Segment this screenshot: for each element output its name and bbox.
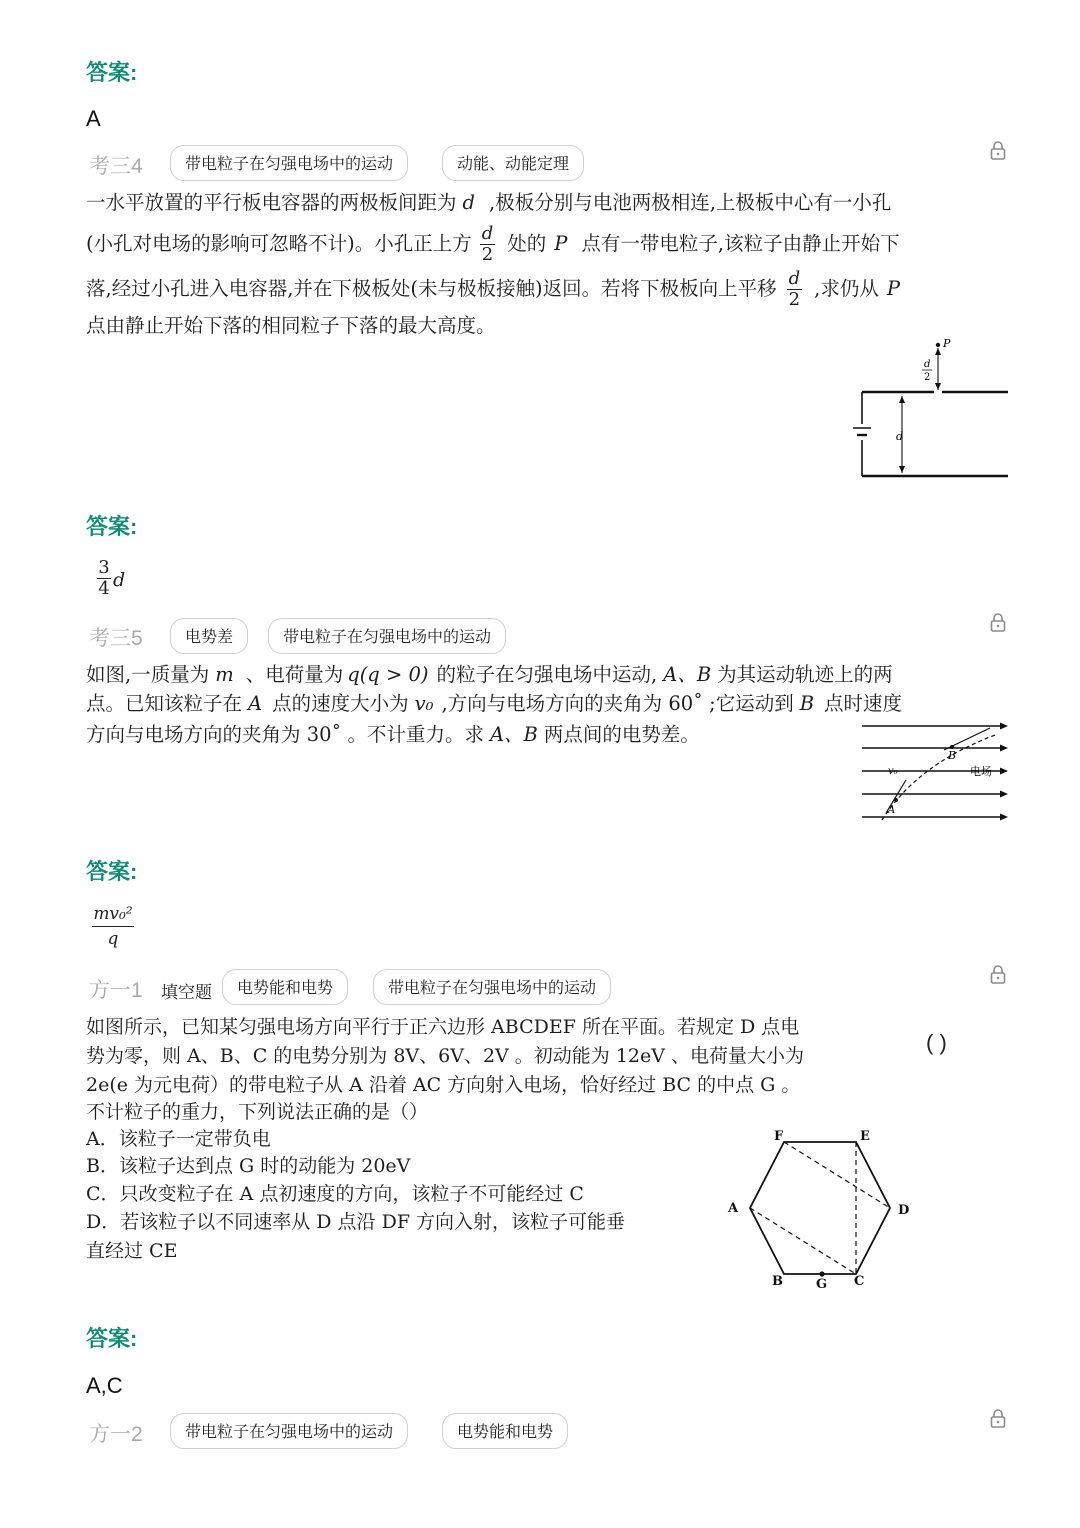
question-line: 落,经过小孔进入电容器,并在下极板处(未与极板接触)返回。若将下极板向上平移 $\frac{d}{2}$ ,求仍从 P — [86, 268, 900, 310]
answer-text: A — [86, 106, 101, 131]
answer-variable: d — [113, 569, 126, 591]
lock-icon[interactable] — [988, 612, 1008, 634]
option-a[interactable]: A．该粒子一定带负电 — [86, 1128, 271, 1150]
lock-icon[interactable] — [988, 964, 1008, 986]
question-type: 填空题 — [161, 983, 212, 1002]
svg-text:电场: 电场 — [970, 765, 992, 778]
svg-text:F: F — [774, 1129, 784, 1144]
svg-text:C: C — [854, 1274, 865, 1289]
question-line: 点由静止开始下落的相同粒子下落的最大高度。 — [86, 314, 496, 337]
question-number: 方一1 — [89, 979, 143, 1002]
svg-text:E: E — [860, 1129, 870, 1144]
question-line: 点。已知该粒子在 A 点的速度大小为 v₀ ,方向与电场方向的夹角为 60˚ ;它运动到 B 点时速度 — [86, 692, 903, 715]
hexagon-figure — [724, 1124, 920, 1292]
svg-text:2: 2 — [924, 372, 931, 383]
option-b[interactable]: B．该粒子达到点 G 时的动能为 20eV — [86, 1155, 411, 1177]
field-trajectory-figure — [858, 718, 1010, 824]
answer-fraction: mv₀² q — [93, 904, 133, 949]
topic-tag[interactable]: 带电粒子在匀强电场中的运动 — [170, 145, 408, 181]
answer-label: 答案: — [86, 60, 138, 85]
svg-text:B: B — [772, 1274, 783, 1289]
topic-tag[interactable]: 带电粒子在匀强电场中的运动 — [170, 1413, 408, 1449]
question-number: 方一2 — [89, 1423, 143, 1446]
svg-text:G: G — [816, 1277, 828, 1292]
topic-tag[interactable]: 带电粒子在匀强电场中的运动 — [268, 618, 506, 654]
answer-text: A,C — [86, 1373, 123, 1398]
option-d-continued: 直经过 CE — [86, 1240, 178, 1262]
svg-text:D: D — [898, 1203, 910, 1218]
svg-text:d: d — [924, 359, 931, 370]
svg-text:v₀: v₀ — [888, 766, 898, 777]
svg-text:A: A — [728, 1201, 739, 1216]
lock-icon[interactable] — [988, 140, 1008, 162]
answer-blank[interactable]: ( ) — [926, 1030, 947, 1055]
option-d[interactable]: D．若该粒子以不同速率从 D 点沿 DF 方向入射，该粒子可能垂 — [86, 1211, 626, 1233]
question-number: 考三4 — [89, 155, 143, 178]
question-line: (小孔对电场的影响可忽略不计)。小孔正上方 $\frac{d}{2}$ 处的 P 点有一带电粒子,该粒子由静止开始下 — [86, 223, 900, 265]
question-line: 如图,一质量为 m 、电荷量为 q(q > 0) 的粒子在匀强电场中运动, A、B 为其运动轨迹上的两 — [86, 663, 893, 686]
lock-icon[interactable] — [988, 1408, 1008, 1430]
question-line: 方向与电场方向的夹角为 30˚ 。不计重力。求 A、B 两点间的电势差。 — [86, 723, 700, 746]
svg-text:d: d — [896, 430, 904, 443]
question-line: 势为零，则 A、B、C 的电势分别为 8V、6V、2V 。初动能为 12eV 、电荷量大小为 — [86, 1045, 805, 1067]
question-line: 不计粒子的重力，下列说法正确的是（） — [86, 1101, 429, 1123]
answer-fraction: 3 4 — [98, 557, 110, 599]
option-c[interactable]: C．只改变粒子在 A 点初速度的方向，该粒子不可能经过 C — [86, 1183, 584, 1205]
svg-text:P: P — [943, 337, 951, 350]
capacitor-figure — [850, 336, 1010, 484]
topic-tag[interactable]: 电势差 — [170, 618, 248, 654]
topic-tag[interactable]: 动能、动能定理 — [442, 145, 584, 181]
topic-tag[interactable]: 带电粒子在匀强电场中的运动 — [373, 969, 611, 1005]
topic-tag[interactable]: 电势能和电势 — [442, 1413, 568, 1449]
question-number: 考三5 — [89, 627, 143, 650]
svg-text:A: A — [888, 805, 896, 816]
answer-label: 答案: — [86, 1326, 138, 1351]
svg-text:B: B — [948, 749, 957, 762]
answer-label: 答案: — [86, 859, 138, 884]
question-line: 如图所示，已知某匀强电场方向平行于正六边形 ABCDEF 所在平面。若规定 D 点电 — [86, 1016, 800, 1038]
question-line: 2e(e 为元电荷）的带电粒子从 A 沿着 AC 方向射入电场，恰好经过 BC 的中点 G 。 — [86, 1074, 801, 1096]
answer-label: 答案: — [86, 514, 138, 539]
topic-tag[interactable]: 电势能和电势 — [222, 969, 348, 1005]
question-line: 一水平放置的平行板电容器的两极板间距为 d ,极板分别与电池两极相连,上极板中心有一小孔 — [86, 191, 892, 214]
